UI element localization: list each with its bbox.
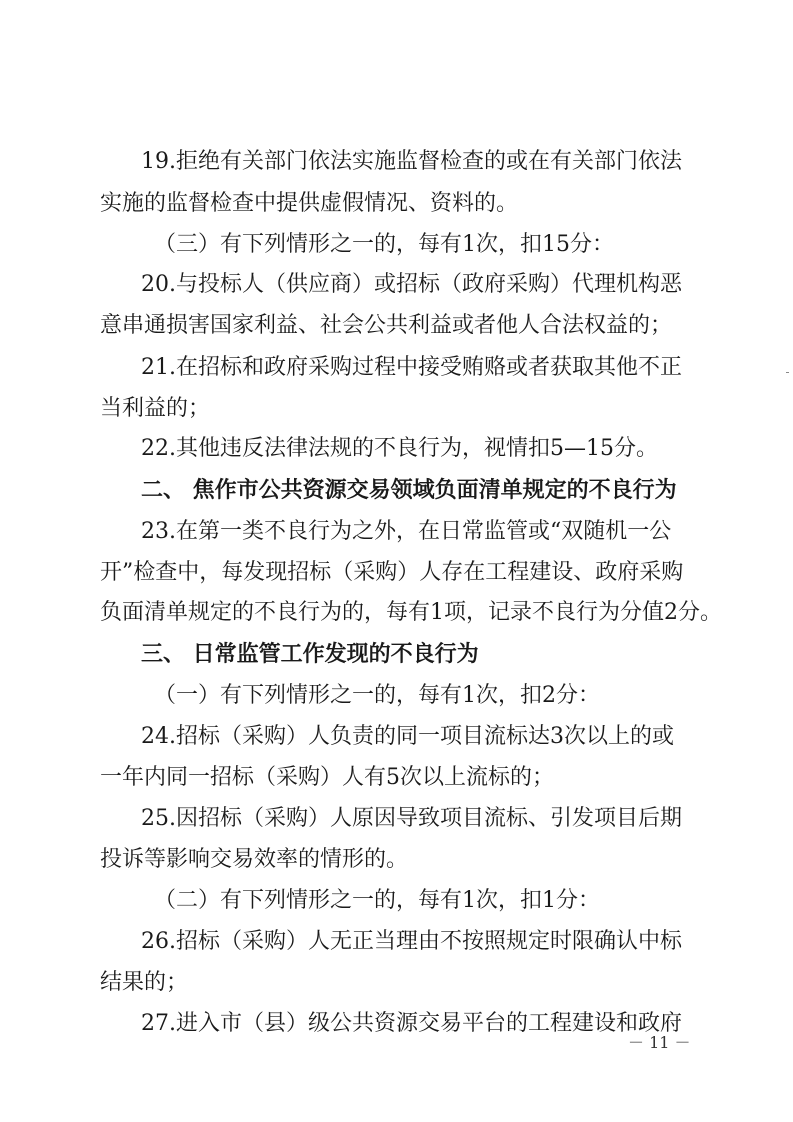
clause-21-line-1: 21.在招标和政府采购过程中接受贿赂或者获取其他不正 [141, 355, 682, 380]
clause-20-line-2: 意串通损害国家利益、社会公共利益或者他人合法权益的； [100, 313, 673, 338]
clause-21-line-2: 当利益的； [100, 396, 211, 421]
clause-20-line-1: 20.与投标人（供应商）或招标（政府采购）代理机构恶 [141, 272, 682, 297]
clause-23-line-2: 开”检查中，每发现招标（采购）人存在工程建设、政府采购 [100, 560, 684, 585]
page-number: － 11 － [628, 1033, 691, 1052]
clause-27-line-1: 27.进入市（县）级公共资源交易平台的工程建设和政府 [141, 1011, 682, 1036]
clause-23-line-3: 负面清单规定的不良行为的，每有1项，记录不良行为分值2分。 [100, 600, 722, 625]
subsection-2-heading: （二）有下列情形之一的，每有1次，扣1分： [154, 888, 600, 913]
clause-26-line-2: 结果的； [100, 970, 189, 995]
clause-22: 22.其他违反法律法规的不良行为，视情扣5—15分。 [141, 436, 658, 461]
subsection-3-heading: （三）有下列情形之一的，每有1次，扣15分： [154, 232, 614, 257]
section-2-heading: 二、 焦作市公共资源交易领域负面清单规定的不良行为 [141, 478, 677, 503]
margin-mark [786, 372, 789, 373]
clause-25-line-2: 投诉等影响交易效率的情形的。 [100, 847, 409, 872]
clause-25-line-1: 25.因招标（采购）人原因导致项目流标、引发项目后期 [141, 806, 682, 831]
clause-19-line-1: 19.拒绝有关部门依法实施监督检查的或在有关部门依法 [141, 149, 682, 174]
clause-23-line-1: 23.在第一类不良行为之外，在日常监管或“双随机一公 [141, 519, 672, 544]
clause-19-line-2: 实施的监督检查中提供虚假情况、资料的。 [100, 191, 519, 216]
section-3-heading: 三、 日常监管工作发现的不良行为 [141, 642, 479, 667]
clause-24-line-1: 24.招标（采购）人负责的同一项目流标达3次以上的或 [141, 724, 674, 749]
subsection-1-heading: （一）有下列情形之一的，每有1次，扣2分： [154, 683, 600, 708]
clause-24-line-2: 一年内同一招标（采购）人有5次以上流标的； [100, 765, 554, 790]
clause-26-line-1: 26.招标（采购）人无正当理由不按照规定时限确认中标 [141, 929, 682, 954]
